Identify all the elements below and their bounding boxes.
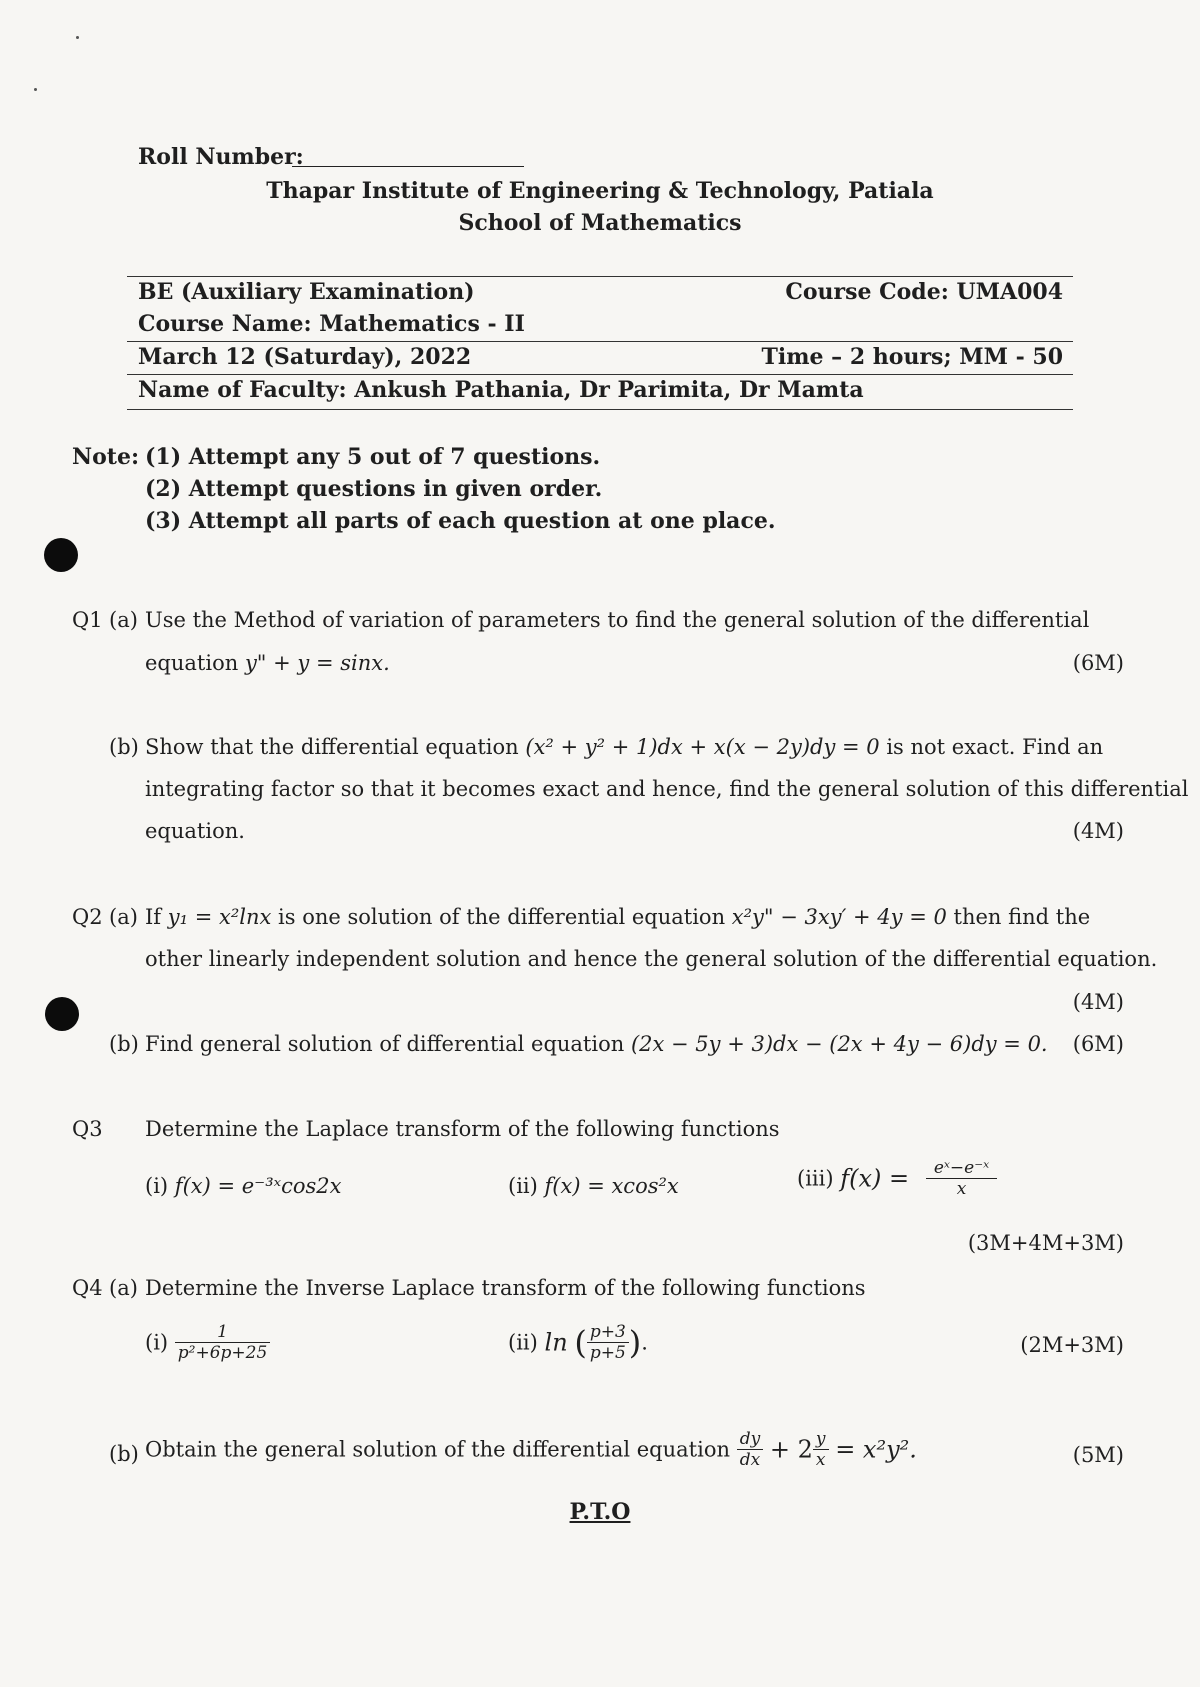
- part-label: (b): [109, 1442, 139, 1466]
- institute-name: Thapar Institute of Engineering & Technology, Patiala: [266, 178, 934, 204]
- marks: (2M+3M): [1020, 1333, 1124, 1357]
- q4-i-fraction: [175, 1322, 271, 1363]
- q2a-text-line1: [145, 905, 1090, 929]
- q3-part-ii: [508, 1174, 679, 1198]
- q3-i-equation: f(x) = e⁻³ˣcos2x: [174, 1174, 342, 1198]
- q2a-equation-1: y₁ = x²lnx: [167, 905, 272, 929]
- q1b-text-line2: integrating factor so that it becomes exact and hence, find the general solution of this differential: [145, 777, 1189, 801]
- note-item: (3) Attempt all parts of each question at one place.: [145, 508, 776, 534]
- question-number: Q1: [72, 608, 103, 632]
- q1a-text-line2: [145, 651, 390, 675]
- part-label: (ii): [508, 1330, 538, 1355]
- part-label: (i): [145, 1330, 169, 1355]
- marks: (5M): [1072, 1443, 1124, 1467]
- q4b-text: [145, 1429, 917, 1470]
- q1a-equation-label: equation: [145, 651, 239, 675]
- q2a-text-post: then find the: [953, 905, 1091, 929]
- fraction-numerator: eˣ−e⁻ˣ: [926, 1158, 997, 1179]
- faculty-names: Name of Faculty: Ankush Pathania, Dr Parimita, Dr Mamta: [138, 377, 864, 403]
- q1b-text-pre: Show that the differential equation: [145, 735, 519, 759]
- q4b-rhs: = x²y².: [835, 1435, 917, 1464]
- marks: (4M): [1072, 990, 1124, 1014]
- fraction-denominator: x: [815, 1450, 826, 1470]
- q3-text: Determine the Laplace transform of the following functions: [145, 1117, 780, 1141]
- exam-time: Time – 2 hours; MM - 50: [761, 344, 1063, 370]
- roll-number-label: Roll Number:: [138, 144, 304, 170]
- q3-iii-fraction: [926, 1158, 997, 1199]
- question-number: Q4: [72, 1276, 103, 1300]
- roll-number-blank: [292, 166, 524, 167]
- q4b-fraction-dydx: [737, 1429, 764, 1470]
- fraction-numerator: dy: [737, 1429, 764, 1450]
- ln-symbol: ln: [544, 1328, 568, 1357]
- q2a-text-line2: other linearly independent solution and hence the general solution of the differential equation.: [145, 947, 1158, 971]
- fraction-denominator: p+5: [589, 1343, 626, 1363]
- exam-type: BE (Auxiliary Examination): [138, 279, 475, 305]
- fraction-denominator: dx: [739, 1450, 761, 1470]
- part-label: (b): [109, 1032, 139, 1056]
- marks: (6M): [1072, 1032, 1124, 1056]
- q1b-equation: (x² + y² + 1)dx + x(x − 2y)dy = 0: [525, 735, 880, 759]
- part-label: (i): [145, 1174, 169, 1198]
- part-label: (a): [109, 905, 138, 929]
- q1a-text: Use the Method of variation of parameters to find the general solution of the differential: [145, 608, 1090, 632]
- q1b-text-post: is not exact. Find an: [886, 735, 1104, 759]
- exam-date: March 12 (Saturday), 2022: [138, 344, 472, 370]
- q3-part-i: [145, 1174, 342, 1198]
- q4b-text-pre: Obtain the general solution of the differential equation: [145, 1437, 730, 1462]
- question-number: Q3: [72, 1117, 103, 1141]
- scan-speck: [34, 88, 37, 91]
- fraction-numerator: p+3: [587, 1322, 629, 1343]
- marks: (3M+4M+3M): [967, 1231, 1124, 1255]
- divider: [127, 276, 1073, 277]
- open-paren: (: [574, 1323, 587, 1362]
- fraction-denominator: p²+6p+25: [177, 1343, 268, 1363]
- please-turn-over: P.T.O: [569, 1499, 631, 1525]
- question-number: Q2: [72, 905, 103, 929]
- ink-blot: [45, 997, 79, 1031]
- q2b-text-pre: Find general solution of differential equation: [145, 1032, 625, 1056]
- q3-iii-lhs: f(x) =: [840, 1164, 910, 1193]
- divider: [127, 341, 1073, 342]
- q2a-text-mid: is one solution of the differential equation: [278, 905, 726, 929]
- q3-ii-equation: f(x) = xcos²x: [544, 1174, 679, 1198]
- q4-ii-fraction: [587, 1322, 629, 1363]
- fraction-numerator: y: [813, 1429, 829, 1450]
- q1a-equation: y" + y = sinx.: [244, 651, 390, 675]
- q3-part-iii: [797, 1158, 997, 1199]
- q4b-fraction-yx: [813, 1429, 829, 1470]
- close-paren: ): [628, 1323, 642, 1362]
- q4b-plus-two: + 2: [769, 1435, 813, 1464]
- scan-speck: [76, 36, 79, 39]
- divider: [127, 374, 1073, 375]
- ink-blot: [44, 538, 78, 572]
- part-label: (a): [109, 608, 138, 632]
- course-name: Course Name: Mathematics - II: [138, 311, 525, 337]
- note-item: (1) Attempt any 5 out of 7 questions.: [145, 444, 601, 470]
- q4-part-ii: [508, 1322, 648, 1363]
- q1b-text-line1: [145, 735, 1103, 759]
- course-code: Course Code: UMA004: [785, 279, 1063, 305]
- q2a-text-pre: If: [145, 905, 162, 929]
- part-label: (a): [109, 1276, 138, 1300]
- part-label: (iii): [797, 1166, 834, 1191]
- q1b-text-line3: equation.: [145, 819, 245, 843]
- q2a-equation-2: x²y" − 3xy′ + 4y = 0: [731, 905, 947, 929]
- period: .: [641, 1330, 648, 1355]
- q2b-text: [145, 1032, 1048, 1056]
- marks: (4M): [1072, 819, 1124, 843]
- school-name: School of Mathematics: [458, 210, 742, 236]
- q4-part-i: [145, 1322, 270, 1363]
- q2b-equation: (2x − 5y + 3)dx − (2x + 4y − 6)dy = 0.: [630, 1032, 1048, 1056]
- marks: (6M): [1072, 651, 1124, 675]
- q4a-text: Determine the Inverse Laplace transform of the following functions: [145, 1276, 866, 1300]
- fraction-denominator: x: [956, 1179, 967, 1199]
- part-label: (b): [109, 735, 139, 759]
- note-item: (2) Attempt questions in given order.: [145, 476, 603, 502]
- divider: [127, 409, 1073, 410]
- fraction-numerator: 1: [175, 1322, 271, 1343]
- note-label: Note:: [72, 444, 140, 470]
- part-label: (ii): [508, 1174, 538, 1198]
